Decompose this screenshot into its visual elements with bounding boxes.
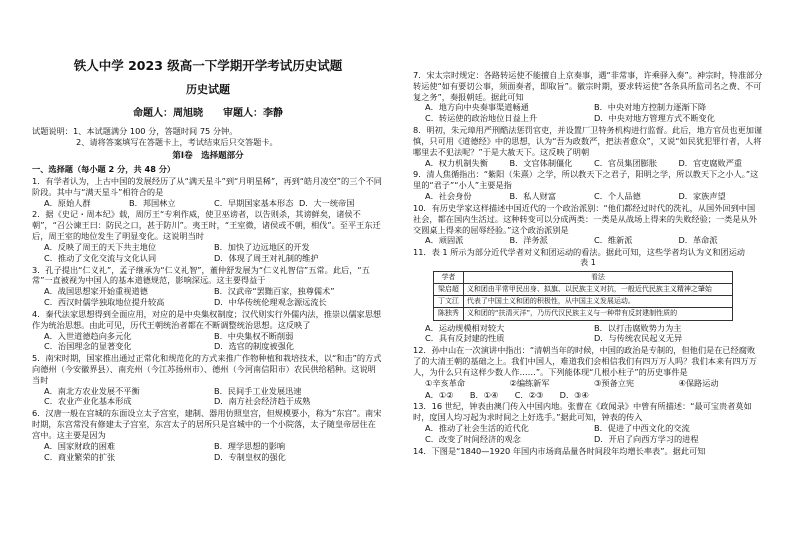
table-row: [434, 283, 733, 295]
table-row: [434, 296, 733, 308]
table-caption: 表 1: [580, 258, 596, 268]
table-header-cell: 学者: [434, 271, 464, 283]
answer-option: ②编练新军: [509, 377, 550, 388]
question-text: 12．孙中山在一次演讲中指出：“清朝当年的时候，中国的政治是专制的，但他们是在已经腐败了的大清王朝的基础之上。我们中国人，难道我们会相信我们有四万万人吗？我们本来有四万万人，为什么只有这样少数人作……”。下列能体现“几根小柱子”的历史事件是: [413, 345, 757, 377]
answer-option: A．战国思想家开始重视道德: [44, 286, 148, 297]
table-cell: 陈独秀: [434, 308, 464, 320]
question-text: 5．南宋时期，国家推出通过正常化和规范化的方式来推广作物种植和栽培技术，以“和击”的方式向德州（今安徽界县）、南充州（今江苏扬州市）、德州（今河南信阳市）农民供给稻种。这说明当时: [32, 353, 382, 385]
answer-option: A．原始人群: [44, 197, 91, 208]
exam-note-2: 2、请将答案填写在答题卡上，考试结束后只交答题卡。: [76, 137, 278, 148]
exam-note-1: 试题说明：1、本试题满分 100 分，答题时间 75 分钟。: [32, 126, 238, 137]
question-text: 6．汉唐一般在宫城的东面设立太子宫室，建制、器用仿照皇宫，但规模要小，称为“东宫”。南宋时期，东宫常没有修建太子宫室，东宫太子的居所只是宫城中的一个小院落，太子随皇帝居住在宫中。这主要是因为: [32, 408, 382, 440]
answer-option: D．南方社会经济趋于成熟: [214, 396, 311, 407]
answer-option: B．理学思想的影响: [214, 440, 286, 451]
question: [413, 401, 763, 444]
answer-options: [32, 331, 384, 353]
question: [413, 247, 763, 344]
right-question-list-a: [413, 70, 763, 457]
answer-options: [413, 235, 763, 246]
answer-option: B．以打击腐败势力为主: [594, 322, 682, 333]
answer-option: D．官吏腐败严重: [678, 157, 743, 168]
answer-option: ④保路运动: [678, 377, 719, 388]
answer-option: C．个人品德: [594, 191, 641, 202]
table-header-row: [434, 271, 733, 283]
section-title: 第Ⅰ卷 选择题部分: [172, 150, 244, 161]
question: [413, 203, 763, 246]
question: [413, 169, 763, 201]
question: [413, 345, 763, 388]
table-cell: 丁文江: [434, 296, 464, 308]
question: [32, 176, 384, 208]
answer-option: D．选官的制度被强化: [214, 341, 294, 352]
question-text: 9．清人焦循指出：“紫阳（朱熹）之学，所以教天下之君子，阳明之学，所以教天下之小人。”这里的“君子”“小人”主要是指: [413, 169, 759, 191]
answer-option: C．农业产业化基本形成: [44, 396, 132, 407]
answer-option: C．西汉时儒学独取地位提升较高: [44, 297, 165, 308]
answer-option: A．运动规模相对较大: [425, 322, 505, 333]
question-text: 8．明初，朱元璋用严刑酷法惩罚官吏，并设置厂卫特务机构进行监督。此后，地方官员也更加谨慎，只可用《道德经》中的思想，认为“吾为政数严，把法者愈众”，又说“如民犹犯罪行者，人将哪里去不犯法呢？”于是大赦天下。这反映了明朝: [413, 125, 763, 157]
answer-option: D．革命派: [678, 235, 718, 246]
question: [413, 125, 763, 168]
answer-option: B．洋务派: [509, 235, 548, 246]
left-question-list: [32, 176, 384, 463]
answer-option: C．转运使的政治地位日益上升: [425, 113, 538, 124]
question-text: 1．有学者认为，上古中国的发展经历了从“满天星斗”到“月明星稀”，再到“皓月凌空”的三个不同阶段。其中与“满天星斗”相符合的是: [32, 175, 382, 197]
question-text: 13．16 世纪，钟表由澳门传入中国内地。张曹在《政闻录》中曾有所描述：“最可宝贵者莫如时，度国人均习起为求时间之上好选手。”据此可知，钟表的传入: [413, 401, 752, 423]
question: [413, 390, 763, 401]
question: [32, 265, 384, 308]
question-text: 11．表 1 所示为部分近代学者对义和团运动的看法。据此可知，这些学者均认为义和团运动: [413, 247, 745, 258]
scholar-opinion-table: [433, 271, 733, 321]
answer-option: A．反映了周王的天下共主地位: [44, 241, 157, 252]
table-cell: 代表了中国土义和团的积极性，从中国主义发展运动。: [463, 296, 732, 308]
question-text: 3．孔子提出“仁义礼”，孟子继承为“仁义礼智”，董仲舒发展为“仁义礼智信”五常。此后，“五常”一直被视为中国人的基本道德规范，影响深远。这主要得益于: [32, 264, 370, 286]
answer-option: D．体现了周王对礼制的维护: [214, 252, 319, 263]
answer-option: D．家族声望: [678, 191, 726, 202]
answer-option: A．顽固派: [425, 235, 464, 246]
table-row: [434, 308, 733, 320]
answer-option: B．中央集权不断削弱: [214, 330, 294, 341]
answer-option: A．国家财政的困难: [44, 440, 116, 451]
answer-options: [32, 198, 384, 209]
answer-option: C．推动了文化交流与文化认同: [44, 252, 157, 263]
exam-title: 铁人中学 2023 级高一下学期开学考试历史试题: [73, 58, 343, 73]
question-text: 2．据《史记・周本纪》载，周厉王“专利作威，使卫巫谤者，以告则杀，其谤鲜矣，诸侯不朝”，“召公谏王曰：防民之口，甚于防川”。夷王时，“王室微，诸侯或不朝，相伐”。至平王东迁后，周王室的地位发生了明显变化。这说明当时: [32, 209, 381, 242]
right-column: [413, 70, 763, 458]
answer-option: A．权力机制失衡: [425, 157, 488, 168]
question: [413, 70, 763, 124]
answer-options: [413, 158, 763, 169]
answer-option: D．大一统帝国: [299, 197, 355, 208]
exam-subtitle: 历史试题: [186, 82, 230, 96]
question: [413, 446, 763, 457]
question-combo-options: A．①② B．①④ C．②③ D．③④: [425, 389, 589, 400]
question: [32, 309, 384, 352]
answer-option: C．治国理念的显著变化: [44, 341, 132, 352]
answer-option: B．邦国林立: [129, 197, 176, 208]
answer-option: B．民间手工业发展迅速: [214, 385, 302, 396]
answer-option: A．社会身份: [425, 191, 472, 202]
answer-option: B．加快了边远地区的开发: [214, 241, 310, 252]
answer-options: [32, 242, 384, 264]
answer-option: B．促进了中西文化的交流: [594, 423, 690, 434]
answer-option: A．入世道德趋向多元化: [44, 330, 132, 341]
answer-option: C．改变了时间经济的观念: [425, 433, 521, 444]
exam-authors: 命题人：周旭晓 审题人：李静: [133, 108, 283, 120]
question: [32, 408, 384, 462]
question: [32, 353, 384, 407]
question-text: 7．宋太宗时规定：各路转运使不能擅自上京奏事，遇“非常事，许乘驿入奏”。神宗时，特准部分转运使“如有要切公事，须面奏者，即取旨”。徽宗时期，要求转运使“各条具所监司名之费、不可复之务”，奏报朝廷。据此可知: [413, 70, 763, 102]
answer-option: B．中央对地方控制力逐渐下降: [594, 102, 707, 113]
answer-options: [413, 102, 763, 124]
answer-option: A．推动了社会生活的近代化: [425, 423, 529, 434]
table-cell: 梁启超: [434, 283, 464, 295]
left-column: [32, 58, 384, 463]
answer-option: D．开启了向西方学习的进程: [594, 433, 699, 444]
table-cell: 义和团由平常甲民出身、拟旗、以民族主义对抗，一般近代民族主义精神之肇始: [463, 283, 732, 295]
answer-option: C．商业繁荣的扩张: [44, 451, 116, 462]
answer-options: [32, 441, 384, 463]
answer-option: A．南北方农业发展不平衡: [44, 385, 140, 396]
answer-option: B．汉武帝“罢黜百家，独尊儒术”: [214, 286, 335, 297]
answer-options: [413, 323, 763, 345]
answer-option: C．维新派: [594, 235, 633, 246]
answer-option: D．中央对地方管理方式不断变化: [594, 113, 715, 124]
question: [32, 209, 384, 263]
question-text: 10．有历史学家这样描述中国近代的一个政治派别：“他们都经过时代的洗礼，从国外回到中国社会，都在国内生活过。这种转变可以分成两类：一类是从战场上得来的失败经验；一类是从外交圆桌上得来的屈辱经验。”这个政治派别是: [413, 202, 757, 235]
answer-option: C．早期国家基本形态: [214, 197, 294, 208]
answer-options: [413, 423, 763, 445]
answer-options: [32, 286, 384, 308]
table-cell: 义和团的“扶清灭洋”，乃历代汉民族主义与一种带有反封建制性质的: [463, 308, 732, 320]
answer-option: C．官员集团膨胀: [594, 157, 658, 168]
question-text: 14．下图是“1840—1920 年国内市场商品量各时间段年均增长率表”。据此可知: [413, 445, 706, 456]
answer-option: B．文官体制僵化: [509, 157, 573, 168]
answer-option: D．中华传统伦理观念源远流长: [214, 297, 327, 308]
answer-option: A．地方向中央奏事渠道畅通: [425, 102, 529, 113]
table-header-cell: 看法: [463, 271, 732, 283]
answer-option: ①辛亥革命: [425, 377, 466, 388]
part-title: 一、选择题（每小题 2 分，共 48 分）: [32, 164, 176, 175]
answer-option: B．私人财富: [509, 191, 557, 202]
answer-option: D．与传统农民起义无异: [594, 333, 683, 344]
answer-options: [413, 378, 763, 389]
answer-option: ③预备立宪: [594, 377, 635, 388]
answer-options: [32, 386, 384, 408]
question-text: 4．秦代法家思想得到全面应用，对应的是中央集权制度；汉代则实行外儒内法，推崇以儒家思想作为统治思想。由此可见，历代王朝统治者都在不断调整统治思想。这反映了: [32, 308, 382, 330]
answer-option: D．专制皇权的强化: [214, 451, 286, 462]
answer-option: C．具有反封建的性质: [425, 333, 505, 344]
answer-options: [413, 191, 763, 202]
